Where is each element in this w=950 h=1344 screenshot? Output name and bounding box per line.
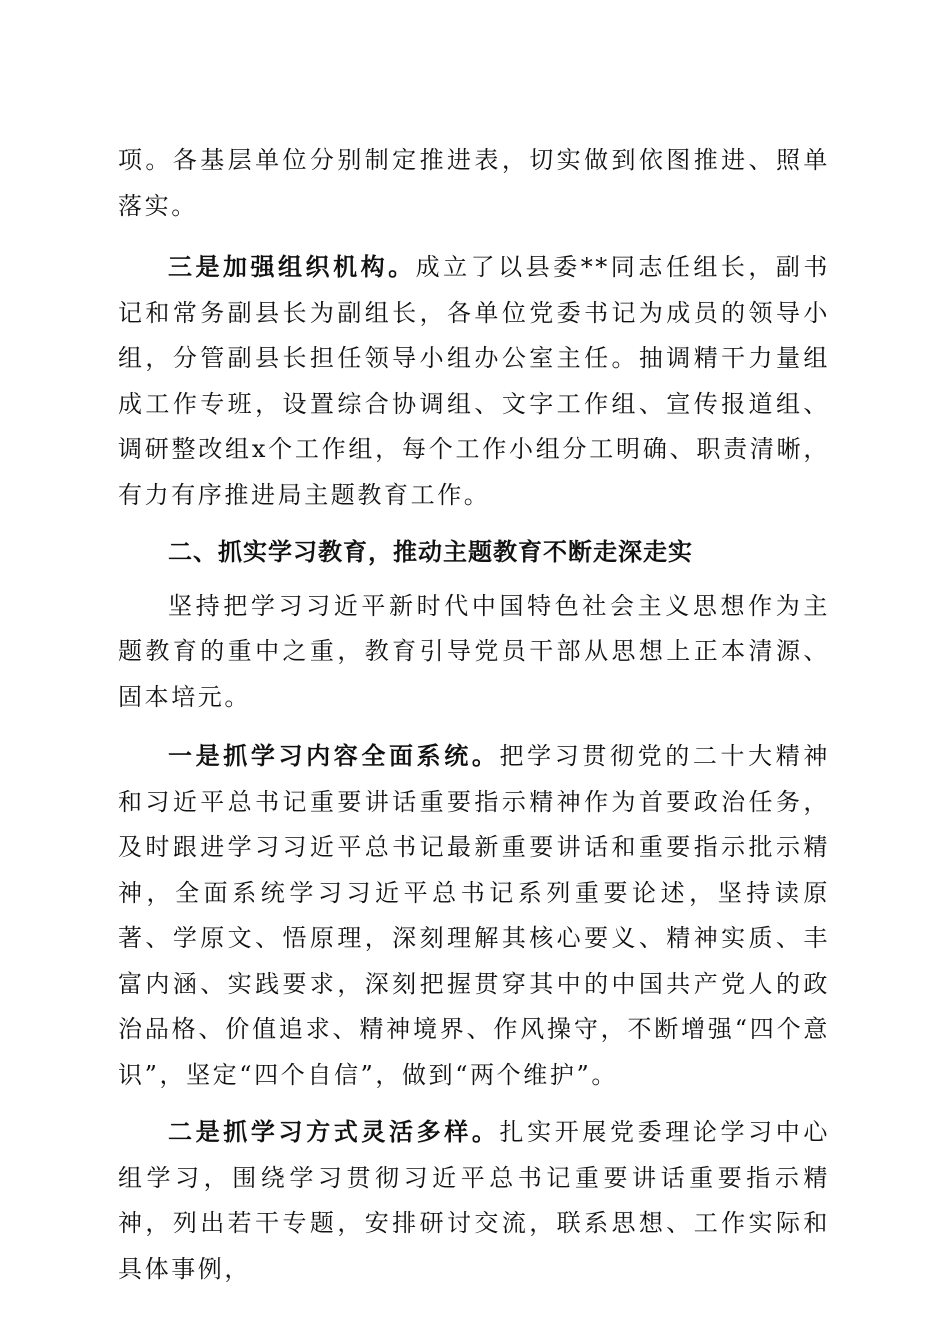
- paragraph-body: 扎实开展党委理论学习中心组学习，围绕学习贯彻习近平总书记重要讲话重要指示精神，列出若干专题，安排研讨交流，联系思想、工作实际和具体事例，: [118, 1118, 830, 1283]
- paragraph-continuation: 项。各基层单位分别制定推进表，切实做到依图推进、照单落实。: [118, 146, 830, 220]
- paragraph-body: 成立了以县委**同志任组长，副书记和常务副县长为副组长，各单位党委书记为成员的领导小组，分管副县长担任领导小组办公室主任。抽调精干力量组成工作专班，设置综合协调组、文字工作组、宣传报道组、调研整改组x个工作组，每个工作小组分工明确、职责清晰，有力有序推进局主题教育工作。: [118, 253, 830, 509]
- paragraph-lead: 三是加强组织机构。: [168, 253, 416, 281]
- paragraph-lead: 二是抓学习方式灵活多样。: [168, 1118, 500, 1146]
- paragraph-methods: [118, 1110, 830, 1292]
- section-heading: 二、抓实学习教育，推动主题教育不断走深走实: [168, 538, 693, 566]
- paragraph-lead: 一是抓学习内容全面系统。: [168, 742, 500, 770]
- paragraph-body: 把学习贯彻党的二十大精神和习近平总书记重要讲话重要指示精神作为首要政治任务，及时跟进学习习近平总书记最新重要讲话和重要指示批示精神，全面系统学习习近平总书记系列重要论述，坚持读原著、学原文、悟原理，深刻理解其核心要义、精神实质、丰富内涵、实践要求，深刻把握贯穿其中的中国共产党人的政治品格、价值追求、精神境界、作风操守，不断增强“四个意识”，坚定“四个自信”，做到“两个维护”。: [118, 742, 830, 1089]
- document-page: [118, 138, 830, 1292]
- paragraph-organization: [118, 245, 830, 518]
- paragraph-intro: 坚持把学习习近平新时代中国特色社会主义思想作为主题教育的重中之重，教育引导党员干部从思想上正本清源、固本培元。: [118, 591, 830, 711]
- paragraph-content: [118, 734, 830, 1098]
